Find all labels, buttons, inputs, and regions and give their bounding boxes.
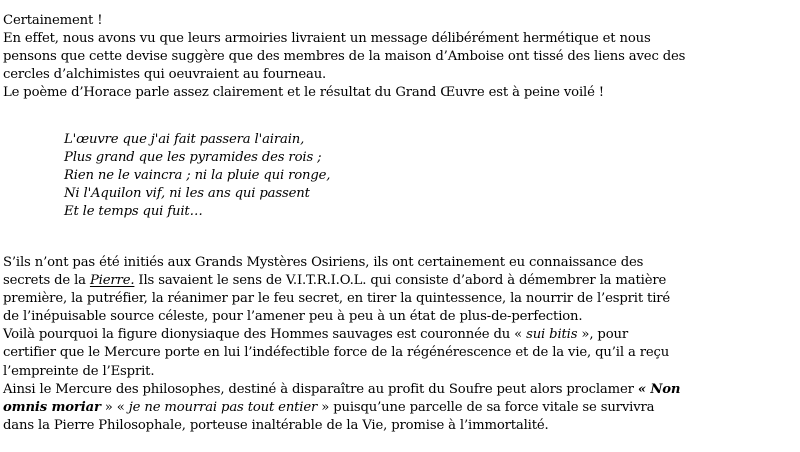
body-line-2-text-a: secrets de la bbox=[3, 273, 90, 289]
body-line-10: dans la Pierre Philosophale, porteuse inaltérable de la Vie, promise à l’immortalité. bbox=[3, 417, 549, 433]
pierre-term: Pierre. bbox=[89, 273, 135, 289]
body-line-9-text-b: » puisqu’une parcelle de sa force vitale se survivra bbox=[317, 399, 655, 415]
body-line-4: de l’inépuisable source céleste, pour l’amener peu à peu à un état de plus-de-perfection. bbox=[3, 309, 583, 325]
poem-line-2: Plus grand que les pyramides des rois ; bbox=[64, 150, 322, 166]
intro-line-5: Le poème d’Horace parle assez clairement et le résultat du Grand Œuvre est à peine voilé ! bbox=[3, 85, 604, 101]
body-line-9 bbox=[3, 399, 680, 417]
french-translation-quote: je ne mourrai pas tout entier bbox=[128, 399, 318, 415]
body-line-5-text-b: », pour bbox=[577, 327, 628, 343]
body-line-6: certifier que le Mercure porte en lui l’indéfectible force de la régénérescence et de la vie, qu’il a reçu bbox=[3, 345, 670, 361]
body-line-7: l’empreinte de l’Esprit. bbox=[3, 363, 155, 379]
intro-line-3: pensons que cette devise suggère que des membres de la maison d’Amboise ont tissé des liens avec des bbox=[3, 49, 686, 65]
latin-quote-start: « Non bbox=[637, 381, 681, 397]
body-line-5 bbox=[3, 326, 680, 344]
poem-line-4: Ni l'Aquilon vif, ni les ans qui passent bbox=[64, 186, 310, 202]
body-line-2-text-b: Ils savaient le sens de V.I.T.R.I.O.L. bbox=[134, 273, 367, 289]
horace-poem bbox=[64, 131, 330, 221]
body-line-8 bbox=[3, 381, 680, 399]
body-line-2 bbox=[3, 272, 680, 290]
body-line-3: première, la putréfier, la réanimer par le feu secret, en tirer la quintessence, la nourrir de l’esprit tiré bbox=[3, 291, 671, 307]
poem-line-1: L'œuvre que j'ai fait passera l'airain, bbox=[64, 132, 305, 147]
body-line-5-text-a: Voilà pourquoi la figure dionysiaque des Hommes sauvages est couronnée du « bbox=[3, 327, 527, 343]
body-line-2-text-c: qui consiste d’abord à démembrer la matière bbox=[366, 273, 667, 289]
latin-quote-end: omnis moriar bbox=[3, 399, 101, 415]
intro-line-2: En effet, nous avons vu que leurs armoiries livraient un message délibérément hermétique et nous bbox=[3, 31, 651, 47]
poem-line-3: Rien ne le vaincra ; ni la pluie qui ronge, bbox=[64, 168, 331, 184]
body-line-1: S’ils n’ont pas été initiés aux Grands Mystères Osiriens, ils ont certainement eu connaissance des bbox=[3, 255, 644, 270]
body-line-9-text-a: » « bbox=[100, 399, 129, 415]
intro-line-1: Certainement ! bbox=[3, 13, 103, 28]
intro-paragraph bbox=[3, 12, 685, 102]
intro-line-4: cercles d’alchimistes qui oeuvraient au fourneau. bbox=[3, 67, 327, 83]
poem-line-5: Et le temps qui fuit… bbox=[64, 204, 203, 220]
body-paragraph bbox=[3, 254, 680, 435]
body-line-8-text-a: Ainsi le Mercure des philosophes, destiné à disparaître au profit du Soufre peut alors proclamer bbox=[3, 381, 638, 397]
sui-bitis-term: sui bitis bbox=[526, 327, 578, 343]
